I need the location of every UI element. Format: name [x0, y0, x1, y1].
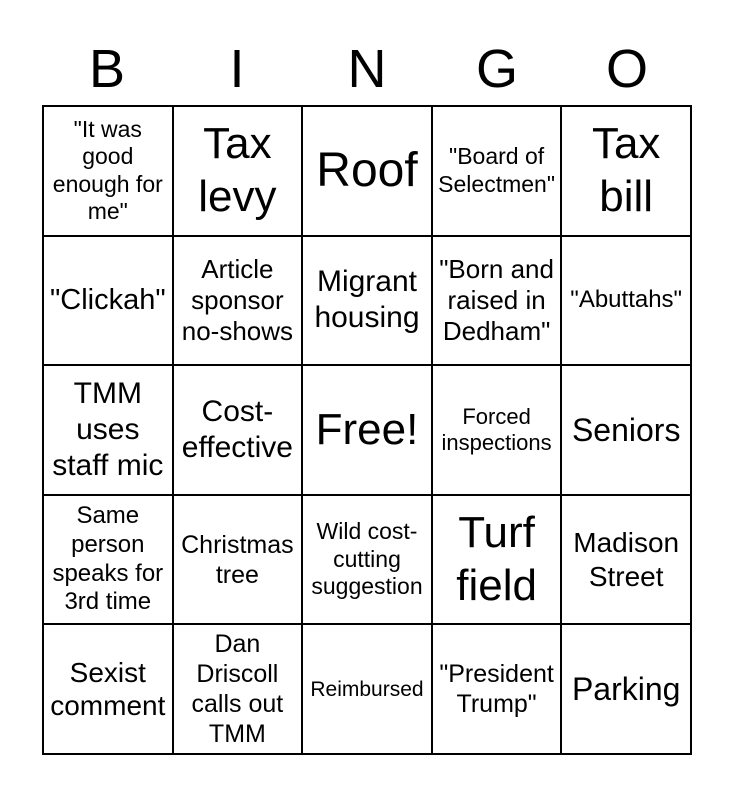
- bingo-cell-r3c5[interactable]: [562, 366, 690, 494]
- cell-text: "Clickah": [49, 283, 166, 316]
- cell-text: Parking: [571, 670, 681, 707]
- bingo-letter-i: I: [229, 39, 245, 99]
- bingo-cell-r1c4[interactable]: [433, 107, 561, 235]
- bingo-title: [42, 36, 692, 99]
- cell-text: Tax levy: [198, 119, 277, 221]
- bingo-cell-r2c5[interactable]: [562, 237, 690, 365]
- bingo-cell-r3c1[interactable]: [44, 366, 172, 494]
- bingo-cell-r1c1[interactable]: [44, 107, 172, 235]
- bingo-cell-r4c2[interactable]: [174, 496, 302, 624]
- bingo-cell-r5c4[interactable]: [433, 625, 561, 753]
- bingo-cell-r1c2[interactable]: [174, 107, 302, 235]
- bingo-cell-r1c5[interactable]: [562, 107, 690, 235]
- bingo-cell-r5c1[interactable]: [44, 625, 172, 753]
- bingo-cell-r4c1[interactable]: [44, 496, 172, 624]
- cell-text: Turf field: [456, 507, 537, 610]
- bingo-cell-r2c2[interactable]: [174, 237, 302, 365]
- cell-text: Article sponsor no-shows: [181, 253, 294, 346]
- cell-text: Free!: [315, 404, 419, 454]
- cell-text: Forced inspections: [441, 403, 552, 455]
- cell-text: "Board of Selectmen": [438, 143, 556, 197]
- bingo-cell-r3c4[interactable]: [433, 366, 561, 494]
- bingo-cell-r4c5[interactable]: [562, 496, 690, 624]
- cell-text: Wild cost-cutting suggestion: [311, 518, 423, 600]
- bingo-letter-g: G: [475, 39, 518, 99]
- bingo-grid: [42, 105, 692, 755]
- bingo-cell-r1c3[interactable]: [303, 107, 431, 235]
- bingo-letter-n: N: [347, 39, 387, 99]
- cell-text: "Born and raised in Dedham": [439, 253, 554, 346]
- cell-text: Same person speaks for 3rd time: [52, 502, 164, 616]
- bingo-cell-free[interactable]: [303, 366, 431, 494]
- bingo-cell-r2c1[interactable]: [44, 237, 172, 365]
- cell-text: Dan Driscoll calls out TMM: [191, 630, 284, 749]
- cell-text: "President Trump": [439, 660, 554, 719]
- bingo-cell-r2c3[interactable]: [303, 237, 431, 365]
- cell-text: Reimbursed: [310, 677, 424, 701]
- bingo-letter-b: B: [88, 39, 126, 99]
- bingo-cell-r3c2[interactable]: [174, 366, 302, 494]
- bingo-cell-r5c3[interactable]: [303, 625, 431, 753]
- bingo-cell-r4c4[interactable]: [433, 496, 561, 624]
- cell-text: Madison Street: [573, 527, 680, 592]
- cell-text: Seniors: [571, 411, 681, 448]
- cell-text: Roof: [316, 144, 418, 197]
- bingo-cell-r4c3[interactable]: [303, 496, 431, 624]
- cell-text: "Abuttahs": [570, 285, 683, 313]
- cell-text: TMM uses staff mic: [52, 376, 164, 482]
- cell-text: Migrant housing: [314, 265, 420, 335]
- cell-text: "It was good enough for me": [52, 115, 163, 225]
- cell-text: Sexist comment: [50, 656, 166, 722]
- bingo-cell-r5c5[interactable]: [562, 625, 690, 753]
- cell-text: Cost-effective: [181, 394, 293, 464]
- cell-text: Christmas tree: [181, 530, 294, 589]
- bingo-letter-o: O: [605, 39, 648, 99]
- bingo-cell-r5c2[interactable]: [174, 625, 302, 753]
- cell-text: Tax bill: [591, 119, 661, 221]
- bingo-cell-r2c4[interactable]: [433, 237, 561, 365]
